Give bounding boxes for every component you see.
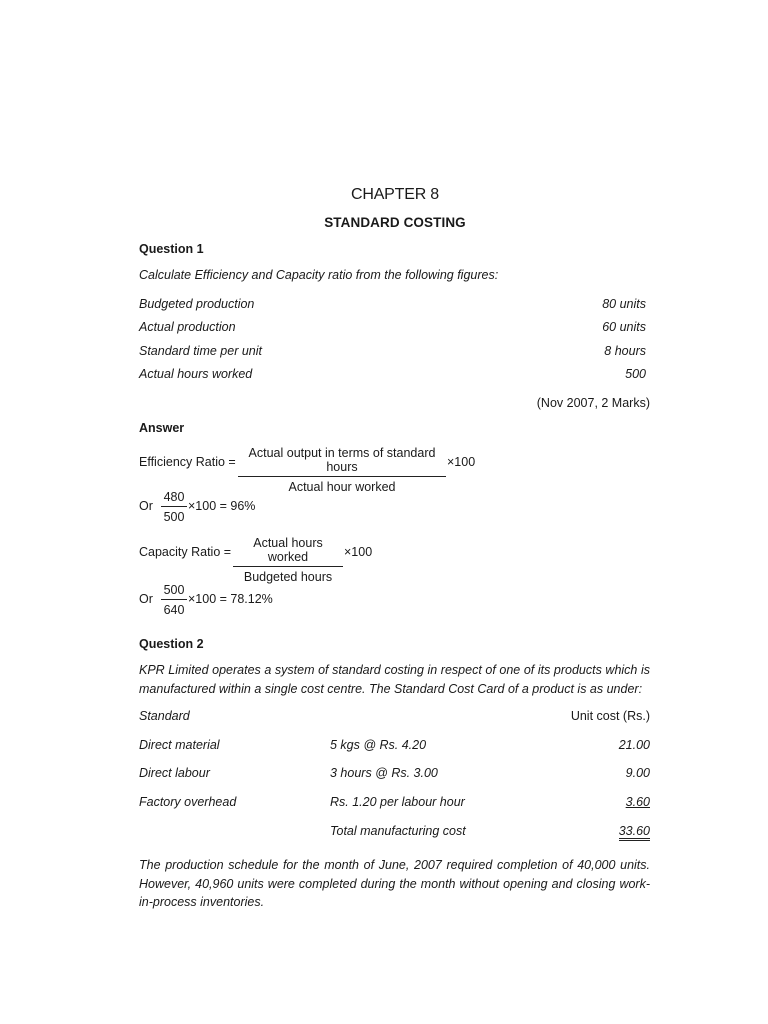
cost-value: 9.00 <box>625 766 650 780</box>
question-1-intro: Calculate Efficiency and Capacity ratio from the following figures: <box>139 268 499 282</box>
efficiency-ratio-label: Efficiency Ratio = <box>139 455 236 469</box>
total-label: Total manufacturing cost <box>330 824 466 838</box>
capacity-result: ×100 = 78.12% <box>188 592 273 606</box>
cost-basis: 5 kgs @ Rs. 4.20 <box>330 738 427 752</box>
question-1-marks: (Nov 2007, 2 Marks) <box>536 396 650 410</box>
cost-basis: 3 hours @ Rs. 3.00 <box>330 766 438 780</box>
efficiency-fraction <box>238 446 446 494</box>
figure-label: Actual hours worked <box>139 367 253 381</box>
efficiency-calc-fraction <box>161 490 187 524</box>
capacity-numerator: Actual hours worked <box>233 536 343 567</box>
or-label: Or <box>139 499 153 513</box>
figure-label: Standard time per unit <box>139 344 262 358</box>
figure-label: Actual production <box>139 320 236 334</box>
figure-value: 500 <box>625 367 646 381</box>
calc-numerator: 500 <box>161 583 187 600</box>
capacity-calc-fraction <box>161 583 187 617</box>
question-2-schedule: The production schedule for the month of June, 2007 required completion of 40,000 units. However, 40,960 units were completed during the month without opening and closing work-in-process inventories. <box>139 858 650 909</box>
question-2-intro: KPR Limited operates a system of standard costing in respect of one of its products which is manufactured within a single cost centre. The Standard Cost Card of a product is as under: <box>139 663 650 696</box>
figure-value: 80 units <box>602 297 646 311</box>
efficiency-numerator: Actual output in terms of standard hours <box>238 446 446 477</box>
figure-value: 8 hours <box>604 344 646 358</box>
column-header-unit-cost: Unit cost (Rs.) <box>570 709 650 723</box>
figure-value: 60 units <box>602 320 646 334</box>
cost-item: Factory overhead <box>139 795 237 809</box>
cost-value: 21.00 <box>618 738 650 752</box>
question-1-heading: Question 1 <box>139 242 204 256</box>
cost-item: Direct material <box>139 738 220 752</box>
calc-denominator: 640 <box>163 603 185 617</box>
chapter-title: CHAPTER 8 <box>351 186 439 203</box>
question-2-heading: Question 2 <box>139 637 204 651</box>
answer-1-heading: Answer <box>139 421 185 435</box>
cost-item: Direct labour <box>139 766 210 780</box>
column-header-standard: Standard <box>139 709 190 723</box>
cost-value: 3.60 <box>625 795 650 809</box>
chapter-subtitle: STANDARD COSTING <box>324 215 466 230</box>
capacity-ratio-label: Capacity Ratio = <box>139 545 232 559</box>
capacity-multiplier: ×100 <box>344 545 373 559</box>
calc-numerator: 480 <box>161 490 187 507</box>
efficiency-result: ×100 = 96% <box>188 499 256 513</box>
capacity-denominator: Budgeted hours <box>243 570 333 584</box>
total-value: 33.60 <box>619 824 650 841</box>
or-label: Or <box>139 592 153 606</box>
figure-label: Budgeted production <box>139 297 255 311</box>
calc-denominator: 500 <box>163 510 185 524</box>
efficiency-multiplier: ×100 <box>447 455 476 469</box>
cost-basis: Rs. 1.20 per labour hour <box>330 795 465 809</box>
capacity-fraction <box>233 536 343 584</box>
efficiency-denominator: Actual hour worked <box>288 480 396 494</box>
